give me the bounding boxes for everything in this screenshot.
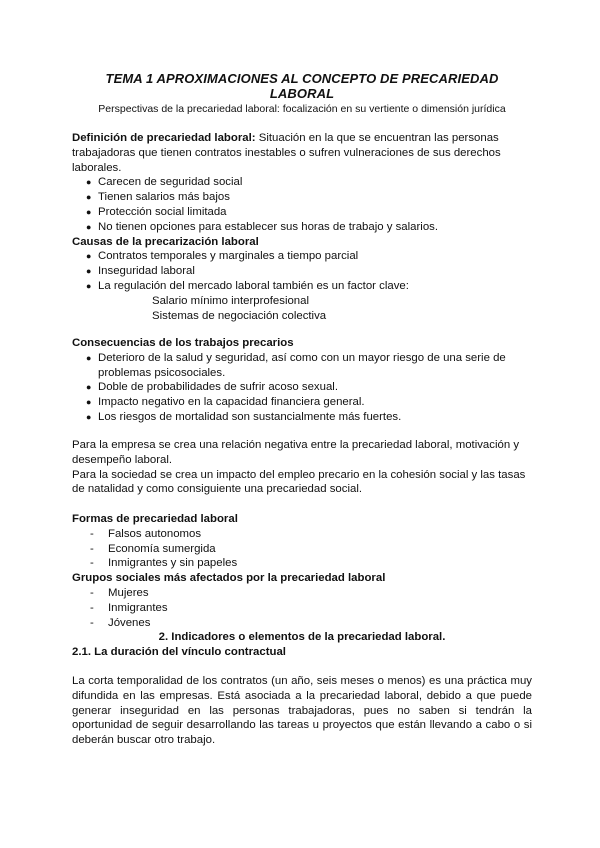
section-2-1-paragraph: La corta temporalidad de los contratos (un año, seis meses o menos) es una práctica muy difundida en las empresas. Está asociada a la precariedad laboral, debido a que puede generar inseguridad en las personas trabajadoras, pues no saben si tendrán la oportunidad de seguir desarrollando las tareas u proyectos que están llevando a cabo o si deberán buscar otro trabajo. — [72, 675, 532, 747]
groups-list — [72, 586, 532, 630]
list-item: ● Protección social limitada — [72, 205, 532, 220]
impact-paragraphs — [72, 438, 532, 497]
causes-subitem: Salario mínimo interprofesional — [152, 294, 310, 307]
consequences-list — [72, 351, 532, 425]
list-item: - Jóvenes — [72, 616, 532, 631]
definition-text: Situación en la que se encuentran las personas trabajadoras que tienen contratos inestables o sufren vulneraciones de sus derechos laborales. — [72, 132, 501, 174]
list-item: ● Doble de probabilidades de sufrir acoso sexual. — [72, 380, 532, 395]
list-item: - Falsos autonomos — [72, 527, 532, 542]
forms-section — [72, 512, 532, 660]
list-item: - Inmigrantes — [72, 601, 532, 616]
consequences-heading: Consecuencias de los trabajos precarios — [72, 337, 294, 349]
document-subtitle: Perspectivas de la precariedad laboral: focalización en su vertiente o dimensión jurídica — [98, 103, 506, 115]
list-item: ● Inseguridad laboral — [72, 264, 532, 279]
definition-paragraph — [72, 131, 532, 175]
list-item: ● Los riesgos de mortalidad son sustancialmente más fuertes. — [72, 410, 532, 425]
list-item: ● Deterioro de la salud y seguridad, así como con un mayor riesgo de una serie de problemas psicosociales. — [72, 351, 532, 381]
list-item: ● La regulación del mercado laboral también es un factor clave: — [72, 279, 532, 294]
causes-list — [72, 249, 532, 293]
consequences-section — [72, 336, 532, 425]
definition-label: Definición de precariedad laboral: — [72, 132, 256, 144]
list-item: ● Impacto negativo en la capacidad financiera general. — [72, 395, 532, 410]
forms-list — [72, 527, 532, 571]
list-item: - Mujeres — [72, 586, 532, 601]
list-item: ● Tienen salarios más bajos — [72, 190, 532, 205]
definition-section — [72, 131, 532, 323]
list-item: ● No tienen opciones para establecer sus horas de trabajo y salarios. — [72, 220, 532, 235]
groups-heading: Grupos sociales más afectados por la precariedad laboral — [72, 572, 386, 585]
section-2-heading: 2. Indicadores o elementos de la precariedad laboral. — [158, 631, 446, 644]
list-item: - Economía sumergida — [72, 542, 532, 557]
list-item: - Inmigrantes y sin papeles — [72, 556, 532, 571]
causes-subitem: Sistemas de negociación colectiva — [152, 309, 327, 322]
section-2-1-heading: 2.1. La duración del vínculo contractual — [72, 646, 286, 659]
company-paragraph: Para la empresa se crea una relación negativa entre la precariedad laboral, motivación y desempeño laboral. — [72, 439, 520, 466]
list-item: ● Contratos temporales y marginales a tiempo parcial — [72, 249, 532, 264]
list-item: ● Carecen de seguridad social — [72, 175, 532, 190]
forms-heading: Formas de precariedad laboral — [72, 513, 238, 525]
society-paragraph: Para la sociedad se crea un impacto del empleo precario en la cohesión social y las tasas de natalidad y como consiguiente una precariedad social. — [72, 468, 526, 496]
definition-list — [72, 175, 532, 234]
document-title: TEMA 1 APROXIMACIONES AL CONCEPTO DE PRECARIEDAD LABORAL — [105, 71, 499, 101]
causes-heading: Causas de la precarización laboral — [72, 235, 259, 248]
